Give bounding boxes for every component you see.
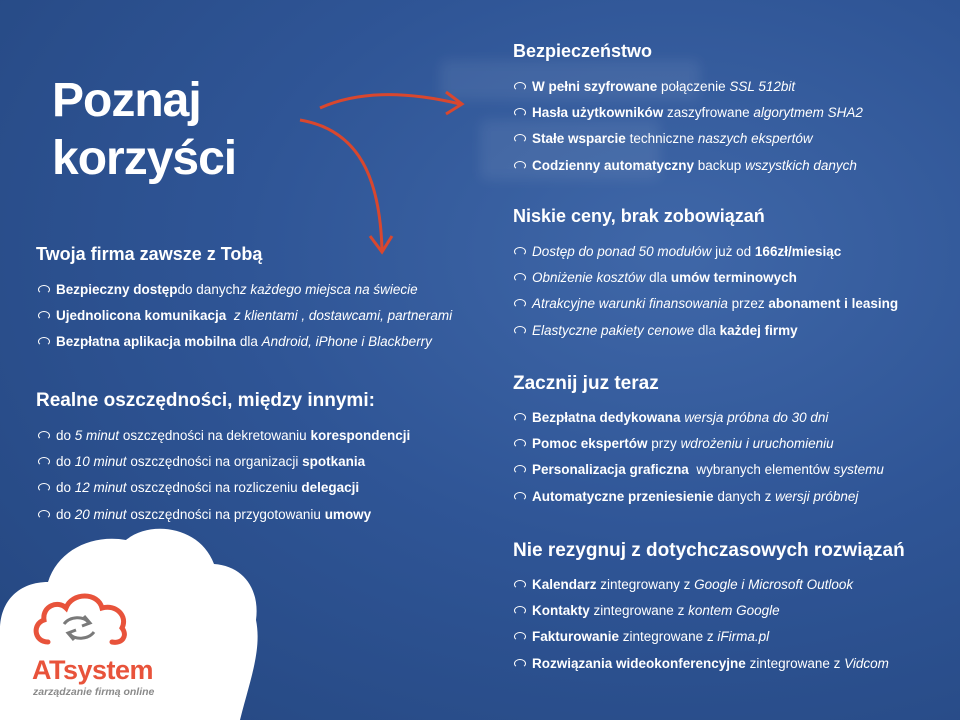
section-heading-oszczednosci: Realne oszczędności, między innymi:: [36, 390, 375, 411]
section-heading-ceny: Niskie ceny, brak zobowiązań: [513, 206, 765, 226]
item-bold: Stałe wsparcie: [532, 131, 626, 147]
item-text: zintegrowane z: [619, 629, 718, 645]
logo-tagline: zarządzanie firmą online: [33, 686, 155, 698]
list-item: [514, 126, 863, 152]
item-italic: systemu: [833, 462, 884, 478]
item-text: już od: [711, 243, 755, 259]
item-bold: abonament i leasing: [768, 296, 899, 312]
item-italic: wersja próbna do 30 dni: [684, 409, 829, 425]
bullet-icon: [514, 299, 526, 308]
item-bold: umów terminowych: [670, 269, 797, 285]
item-italic: 5 minut: [74, 427, 120, 443]
bullet-icon: [514, 108, 526, 117]
bullet-icon: [514, 606, 526, 615]
bullet-icon: [38, 483, 50, 492]
bezpieczenstwo-list: [514, 73, 863, 178]
list-item: [514, 430, 884, 456]
bullet-icon: [514, 465, 526, 474]
list-item: [514, 238, 898, 264]
zacznij-list: [514, 404, 884, 509]
logo-name: ATsystem: [32, 655, 154, 685]
item-text: techniczne: [625, 131, 698, 147]
item-bold: Hasła użytkowników: [532, 104, 664, 120]
bullet-icon: [38, 431, 50, 440]
item-bold: Kalendarz: [532, 576, 597, 592]
section-heading-zacznij: Zacznij juz teraz: [513, 373, 659, 394]
item-text: zintegrowany z: [596, 576, 695, 592]
item-text: wybranych elementów: [688, 462, 834, 478]
item-text: przez: [727, 296, 769, 312]
item-italic: naszych ekspertów: [697, 131, 813, 147]
item-text: dla: [236, 334, 262, 350]
item-italic: Android, iPhone i Blackberry: [261, 334, 432, 350]
item-italic: wszystkich danych: [745, 157, 857, 173]
bullet-icon: [38, 337, 50, 346]
item-italic: algorytmem SHA2: [753, 104, 863, 120]
item-italic: 20 minut: [74, 506, 127, 522]
section-heading-nie-rezygnuj: Nie rezygnuj z dotychczasowych rozwiązań: [513, 540, 905, 561]
item-italic: z klientami , dostawcami, partnerami: [233, 307, 453, 323]
bullet-icon: [38, 457, 50, 466]
ceny-list: [514, 238, 898, 343]
list-item: [514, 291, 898, 317]
list-item: [38, 329, 452, 355]
item-italic: 12 minut: [74, 480, 127, 496]
item-text: do: [56, 427, 75, 443]
item-italic: iFirma.pl: [717, 629, 770, 645]
item-italic: wersji próbnej: [775, 488, 859, 504]
item-bold: Bezpieczny dostęp: [56, 281, 178, 297]
item-text: do: [56, 506, 75, 522]
item-text: do danych: [177, 281, 240, 297]
list-item: [38, 422, 410, 448]
item-text: dla: [694, 322, 720, 338]
item-italic: Obniżenie kosztów: [532, 269, 646, 285]
item-italic: wdrożeniu i uruchomieniu: [680, 435, 834, 451]
bullet-icon: [514, 659, 526, 668]
item-bold: Rozwiązania wideokonferencyjne: [532, 655, 746, 671]
item-bold: Kontakty: [532, 602, 590, 618]
item-bold: Fakturowanie: [532, 629, 620, 645]
list-item: [514, 624, 889, 650]
item-bold: każdej firmy: [719, 322, 798, 338]
list-item: [514, 457, 884, 483]
item-bold: Personalizacja graficzna: [532, 462, 689, 478]
item-text: oszczędności na dekretowaniu: [119, 427, 311, 443]
item-text: zintegrowane z: [589, 602, 689, 618]
item-text: oszczędności na organizacji: [126, 453, 303, 469]
bullet-icon: [514, 413, 526, 422]
item-bold: Codzienny automatyczny: [532, 157, 695, 173]
list-item: [38, 448, 410, 474]
item-italic: Dostęp do ponad 50 modułów: [532, 243, 712, 259]
list-item: [38, 475, 410, 501]
item-text: oszczędności na przygotowaniu: [126, 506, 325, 522]
section-heading-firma: Twoja firma zawsze z Tobą: [36, 244, 263, 264]
bullet-icon: [514, 439, 526, 448]
item-text: zintegrowane z: [745, 655, 845, 671]
item-text: danych z: [713, 488, 776, 504]
item-text: połączenie: [657, 78, 730, 94]
item-bold: Bezpłatna dedykowana: [532, 409, 681, 425]
item-bold: 166zł/miesiąc: [754, 243, 842, 259]
item-text: backup: [694, 157, 746, 173]
bullet-icon: [514, 82, 526, 91]
list-item: [514, 152, 863, 178]
oszczednosci-list: [38, 422, 410, 527]
item-text: dla: [645, 269, 671, 285]
item-text: oszczędności na rozliczeniu: [126, 480, 302, 496]
bullet-icon: [514, 580, 526, 589]
item-italic: z każdego miejsca na świecie: [239, 281, 418, 297]
page-title-line2: korzyści: [52, 132, 237, 185]
item-bold: delegacji: [301, 480, 360, 496]
list-item: [514, 99, 863, 125]
item-bold: umowy: [324, 506, 372, 522]
section-heading-bezpieczenstwo: Bezpieczeństwo: [513, 41, 653, 61]
list-item: [38, 302, 452, 328]
list-item: [514, 650, 889, 676]
bullet-icon: [514, 134, 526, 143]
bullet-icon: [514, 161, 526, 170]
item-bold: Automatyczne przeniesienie: [532, 488, 714, 504]
list-item: [514, 264, 898, 290]
item-text: zaszyfrowane: [663, 104, 754, 120]
item-bold: korespondencji: [310, 427, 411, 443]
bullet-icon: [38, 285, 50, 294]
nie-rezygnuj-list: [514, 571, 889, 676]
bullet-icon: [38, 510, 50, 519]
list-item: [514, 73, 863, 99]
item-italic: Google i Microsoft Outlook: [694, 576, 854, 592]
page-title-line1: Poznaj: [52, 74, 201, 127]
bullet-icon: [514, 247, 526, 256]
list-item: [514, 483, 884, 509]
item-bold: Ujednolicona komunikacja: [56, 307, 227, 323]
list-item: [514, 571, 889, 597]
page-title: [52, 72, 236, 188]
list-item: [38, 276, 452, 302]
list-item: [514, 317, 898, 343]
bullet-icon: [514, 273, 526, 282]
item-italic: Atrakcyjne warunki finansowania: [532, 296, 728, 312]
item-bold: W pełni szyfrowane: [532, 78, 658, 94]
firma-list: [38, 276, 452, 355]
item-italic: 10 minut: [74, 453, 127, 469]
list-item: [514, 597, 889, 623]
item-italic: Vidcom: [844, 655, 889, 671]
item-italic: SSL 512bit: [729, 78, 796, 94]
bullet-icon: [38, 311, 50, 320]
item-bold: Bezpłatna aplikacja mobilna: [56, 334, 237, 350]
item-italic: Elastyczne pakiety cenowe: [532, 322, 695, 338]
item-text: do: [56, 480, 75, 496]
cloud-sync-icon: [30, 590, 130, 652]
item-bold: Pomoc ekspertów: [532, 435, 648, 451]
item-bold: spotkania: [302, 453, 366, 469]
item-text: [226, 308, 234, 323]
item-text: do: [56, 453, 75, 469]
list-item: [514, 404, 884, 430]
item-italic: kontem Google: [688, 602, 780, 618]
bullet-icon: [514, 492, 526, 501]
item-text: przy: [647, 435, 681, 451]
bullet-icon: [514, 632, 526, 641]
bullet-icon: [514, 326, 526, 335]
